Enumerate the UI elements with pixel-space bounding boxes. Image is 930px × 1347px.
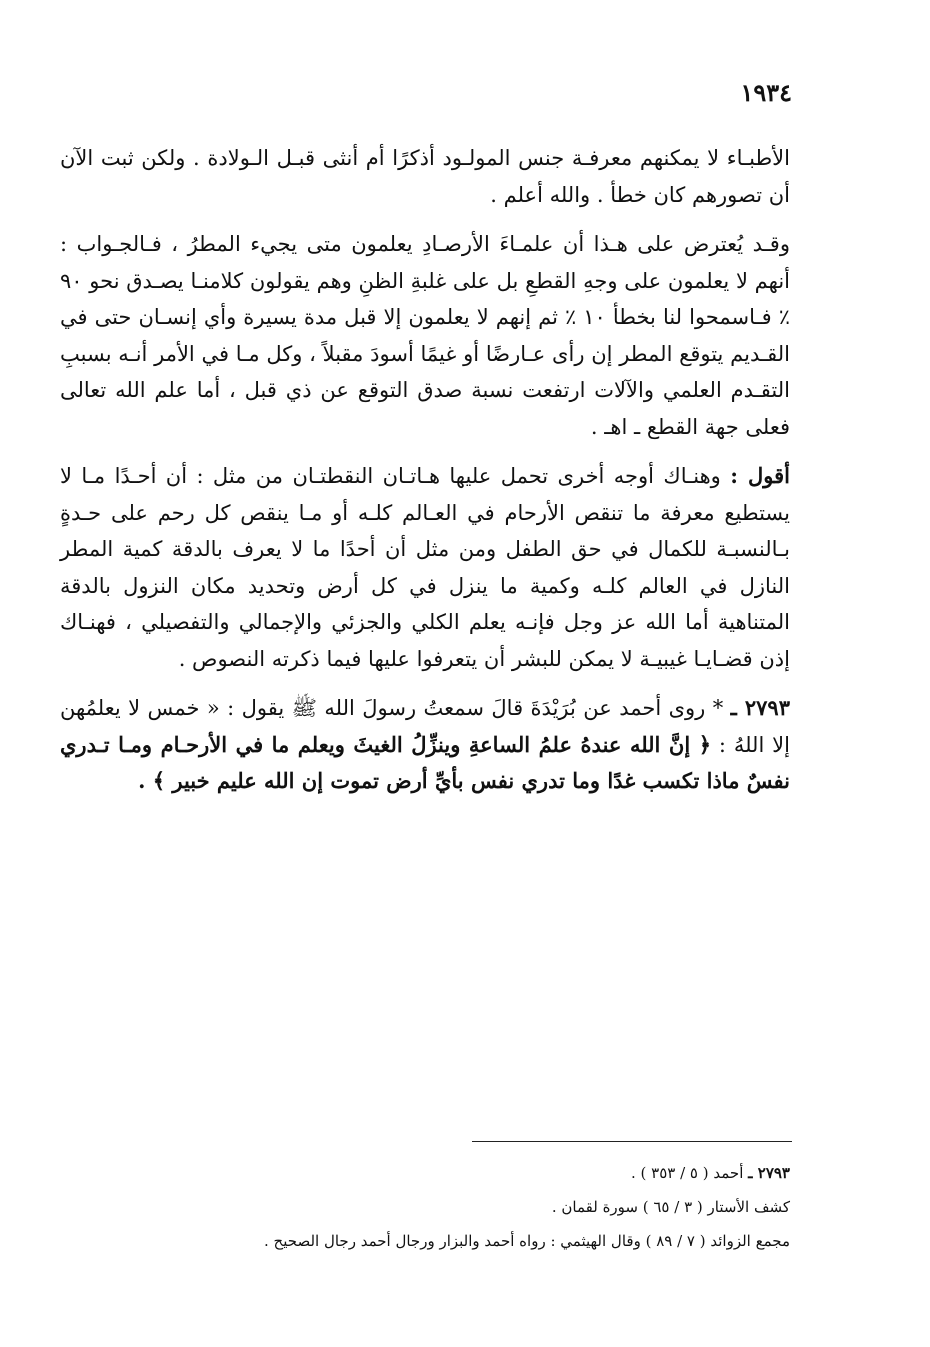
hadith-intro: * روى أحمد عن بُرَيْدَةَ قالَ سمعتُ رسولَ الله ﷺ يقول : « خمس لا يعلمُهن إلا اللهُ : bbox=[60, 696, 790, 757]
footnote-text: مجمع الزوائد ( ٧ / ٨٩ ) وقال الهيثمي : رواه أحمد والبزار ورجال أحمد رجال الصحيح . bbox=[264, 1232, 790, 1250]
footnote-text: كشف الأستار ( ٣ / ٦٥ ) سورة لقمان . bbox=[551, 1198, 790, 1216]
footnote-line bbox=[200, 1156, 790, 1190]
paragraph-1 bbox=[60, 140, 790, 213]
paragraph-text: وهنـاك أوجه أخرى تحمل عليها هـاتـان النقطتـان من مثل : أن أحـدًا مـا لا يستطيع معرفة ما تنقص الأرحام في العـالم كلـه أو مـا ينقص كل رحم على حـدةٍ بـالنسبـة للكمال في حق الطفل ومن مثل أن أحدًا ما لا يعرف بالدقة كمية المطر النازل في العالم كلـه وكمية ما ينزل في كل أرض وتحديد مكان النزول بالدقة المتناهية أما الله عز وجل فإنـه يعلم الكلي والجزئي والإجمالي والتفصيلي ، فهنـاك إذن قضـايـا غيبيـة لا يمكن للبشر أن يتعرفوا عليها فيما ذكرته النصوص . bbox=[60, 464, 790, 671]
page-number: ١٩٣٤ bbox=[740, 78, 792, 107]
paragraph-text: الأطبـاء لا يمكنهم معرفـة جنس المولـود أذكرًا أم أنثى قبـل الـولادة . ولكن ثبت الآن أن تصورهم كان خطأ . والله أعلم . bbox=[60, 146, 790, 207]
footnote-text: أحمد ( ٥ / ٣٥٣ ) . bbox=[631, 1164, 744, 1182]
paragraph-2 bbox=[60, 226, 790, 445]
main-text bbox=[60, 140, 790, 813]
footnote-line bbox=[200, 1224, 790, 1258]
footnote-line bbox=[200, 1190, 790, 1224]
hadith-quote: ﴿ إنَّ الله عندهُ علمُ الساعةِ وينزِّلُ الغيثَ ويعلم ما في الأرحـام ومـا تـدري نفسٌ ماذا تكسب غدًا وما تدري نفس بأيِّ أرض تموت إن الله عليم خبير ﴾ . bbox=[60, 731, 790, 793]
footnotes bbox=[200, 1156, 790, 1258]
hadith-paragraph bbox=[60, 690, 790, 800]
footnote-number: ٢٧٩٣ ـ bbox=[748, 1164, 790, 1182]
hadith-number: ٢٧٩٣ ـ bbox=[730, 695, 790, 720]
footnote-divider bbox=[472, 1141, 792, 1142]
paragraph-text: وقـد يُعترض على هـذا أن علمـاءَ الأرصـادِ يعلمون متى يجيء المطرُ ، فـالجـواب : أنهم لا يعلمون على وجهِ القطعِ بل على غلبةِ الظنِ وهم يقولون كلامنـا يصـدق نحو ٩٠ ٪ فـاسمحوا لنا بخطأ ١٠ ٪ ثم إنهم لا يعلمون إلا قبل مدة يسيرة وأي إنسـان حتى في القـديم يتوقع المطر إن رأى عـارضًا أو غيمًا أسودَ مقبلاً ، وكل مـا في الأمر أنـه بسببِ التقـدم العلمي والآلات ارتفعت نسبة صدق التوقع عن ذي قبل ، أما علم الله تعالى فعلى جهة القطع ـ اهـ . bbox=[60, 232, 790, 439]
paragraph-lead: أقول : bbox=[730, 463, 790, 488]
paragraph-3 bbox=[60, 458, 790, 677]
